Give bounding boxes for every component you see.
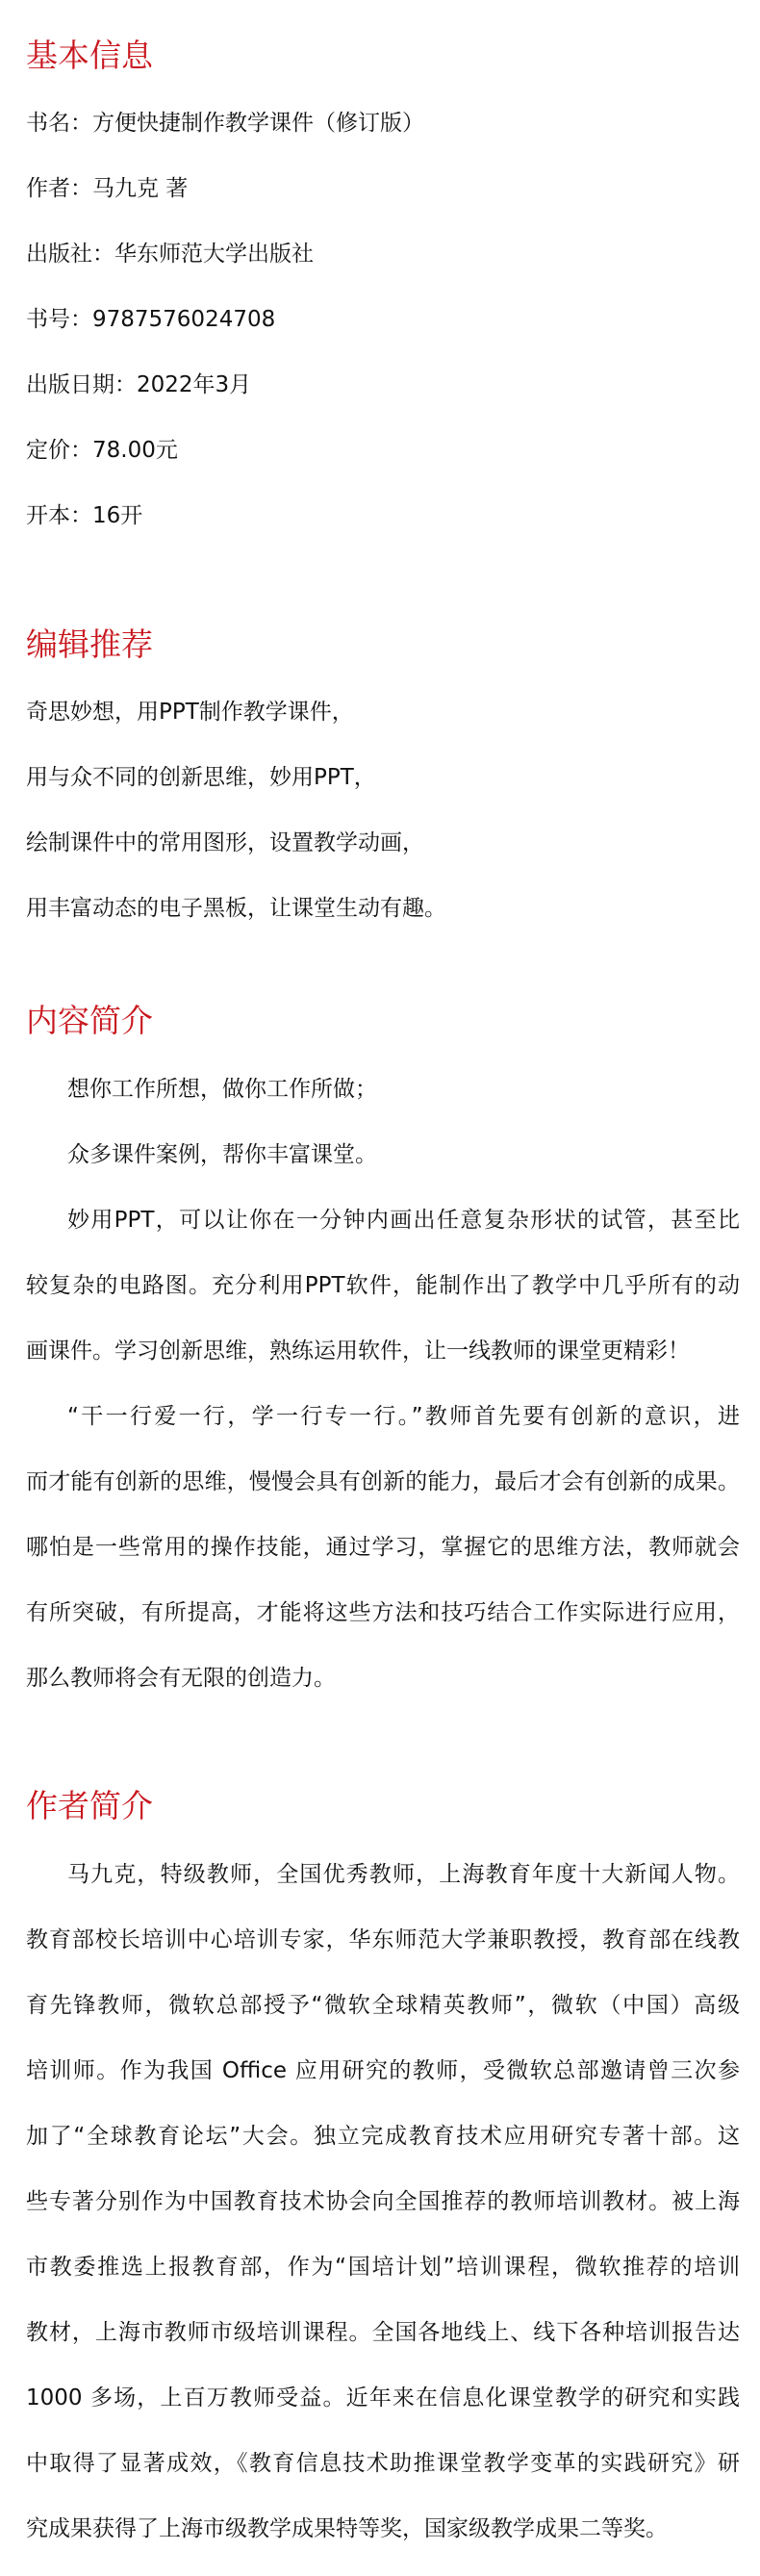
author-bio-line: 中取得了显著成效，《教育信息技术助推课堂教学变革的实践研究》研	[26, 2451, 740, 2476]
book-author: 作者：马九克 著	[26, 176, 189, 201]
section-title-author-bio: 作者简介	[26, 1787, 153, 1824]
author-bio-line: 市教委推选上报教育部，作为“国培计划”培训课程，微软推荐的培训	[26, 2255, 740, 2280]
intro-line: 有所突破，有所提高，才能将这些方法和技巧结合工作实际进行应用，	[26, 1600, 740, 1625]
author-bio-line: 加了“全球教育论坛”大会。独立完成教育技术应用研究专著十部。这	[26, 2124, 740, 2149]
section-title-editor-recommend: 编辑推荐	[26, 625, 153, 663]
intro-line: 想你工作所想，做你工作所做；	[67, 1077, 377, 1102]
author-bio-line: 育先锋教师，微软总部授予“微软全球精英教师”，微软（中国）高级	[26, 1993, 740, 2018]
section-title-basic-info: 基本信息	[26, 37, 153, 74]
intro-line: 哪怕是一些常用的操作技能，通过学习，掌握它的思维方法，教师就会	[26, 1535, 740, 1560]
author-bio-line: 教材，上海市教师市级培训课程。全国各地线上、线下各种培训报告达	[26, 2320, 740, 2345]
editor-line: 奇思妙想，用PPT制作教学课件，	[26, 700, 354, 725]
book-isbn: 书号：9787576024708	[26, 307, 276, 332]
book-format: 开本：16开	[26, 503, 143, 528]
editor-line: 用与众不同的创新思维，妙用PPT，	[26, 765, 376, 790]
author-bio-line: 究成果获得了上海市级教学成果特等奖，国家级教学成果二等奖。	[26, 2516, 668, 2541]
author-bio-line: 教育部校长培训中心培训专家，华东师范大学兼职教授，教育部在线教	[26, 1927, 740, 1952]
editor-line: 绘制课件中的常用图形，设置教学动画，	[26, 830, 424, 855]
intro-line: 妙用PPT，可以让你在一分钟内画出任意复杂形状的试管，甚至比	[67, 1208, 740, 1233]
book-publish-date: 出版日期：2022年3月	[26, 372, 252, 397]
intro-line: 而才能有创新的思维，慢慢会具有创新的能力，最后才会有创新的成果。	[26, 1469, 740, 1494]
intro-line: 众多课件案例，帮你丰富课堂。	[67, 1142, 377, 1167]
editor-line: 用丰富动态的电子黑板，让课堂生动有趣。	[26, 896, 446, 921]
intro-line: “干一行爱一行，学一行专一行。”教师首先要有创新的意识，进	[67, 1404, 740, 1429]
book-publisher: 出版社：华东师范大学出版社	[26, 242, 314, 267]
author-bio-line: 1000 多场，上百万教师受益。近年来在信息化课堂教学的研究和实践	[26, 2385, 740, 2410]
intro-line: 画课件。学习创新思维，熟练运用软件，让一线教师的课堂更精彩！	[26, 1339, 690, 1364]
section-title-content-intro: 内容简介	[26, 1002, 153, 1039]
intro-line: 那么教师将会有无限的创造力。	[26, 1666, 336, 1691]
book-price: 定价：78.00元	[26, 438, 178, 463]
author-bio-line: 培训师。作为我国 Office 应用研究的教师，受微软总部邀请曾三次参	[26, 2058, 740, 2083]
intro-line: 较复杂的电路图。充分利用PPT软件，能制作出了教学中几乎所有的动	[26, 1273, 740, 1298]
author-bio-line: 些专著分别作为中国教育技术协会向全国推荐的教师培训教材。被上海	[26, 2189, 740, 2214]
book-name: 书名：方便快捷制作教学课件（修订版）	[26, 111, 424, 136]
author-bio-line: 马九克，特级教师，全国优秀教师，上海教育年度十大新闻人物。	[67, 1862, 740, 1887]
